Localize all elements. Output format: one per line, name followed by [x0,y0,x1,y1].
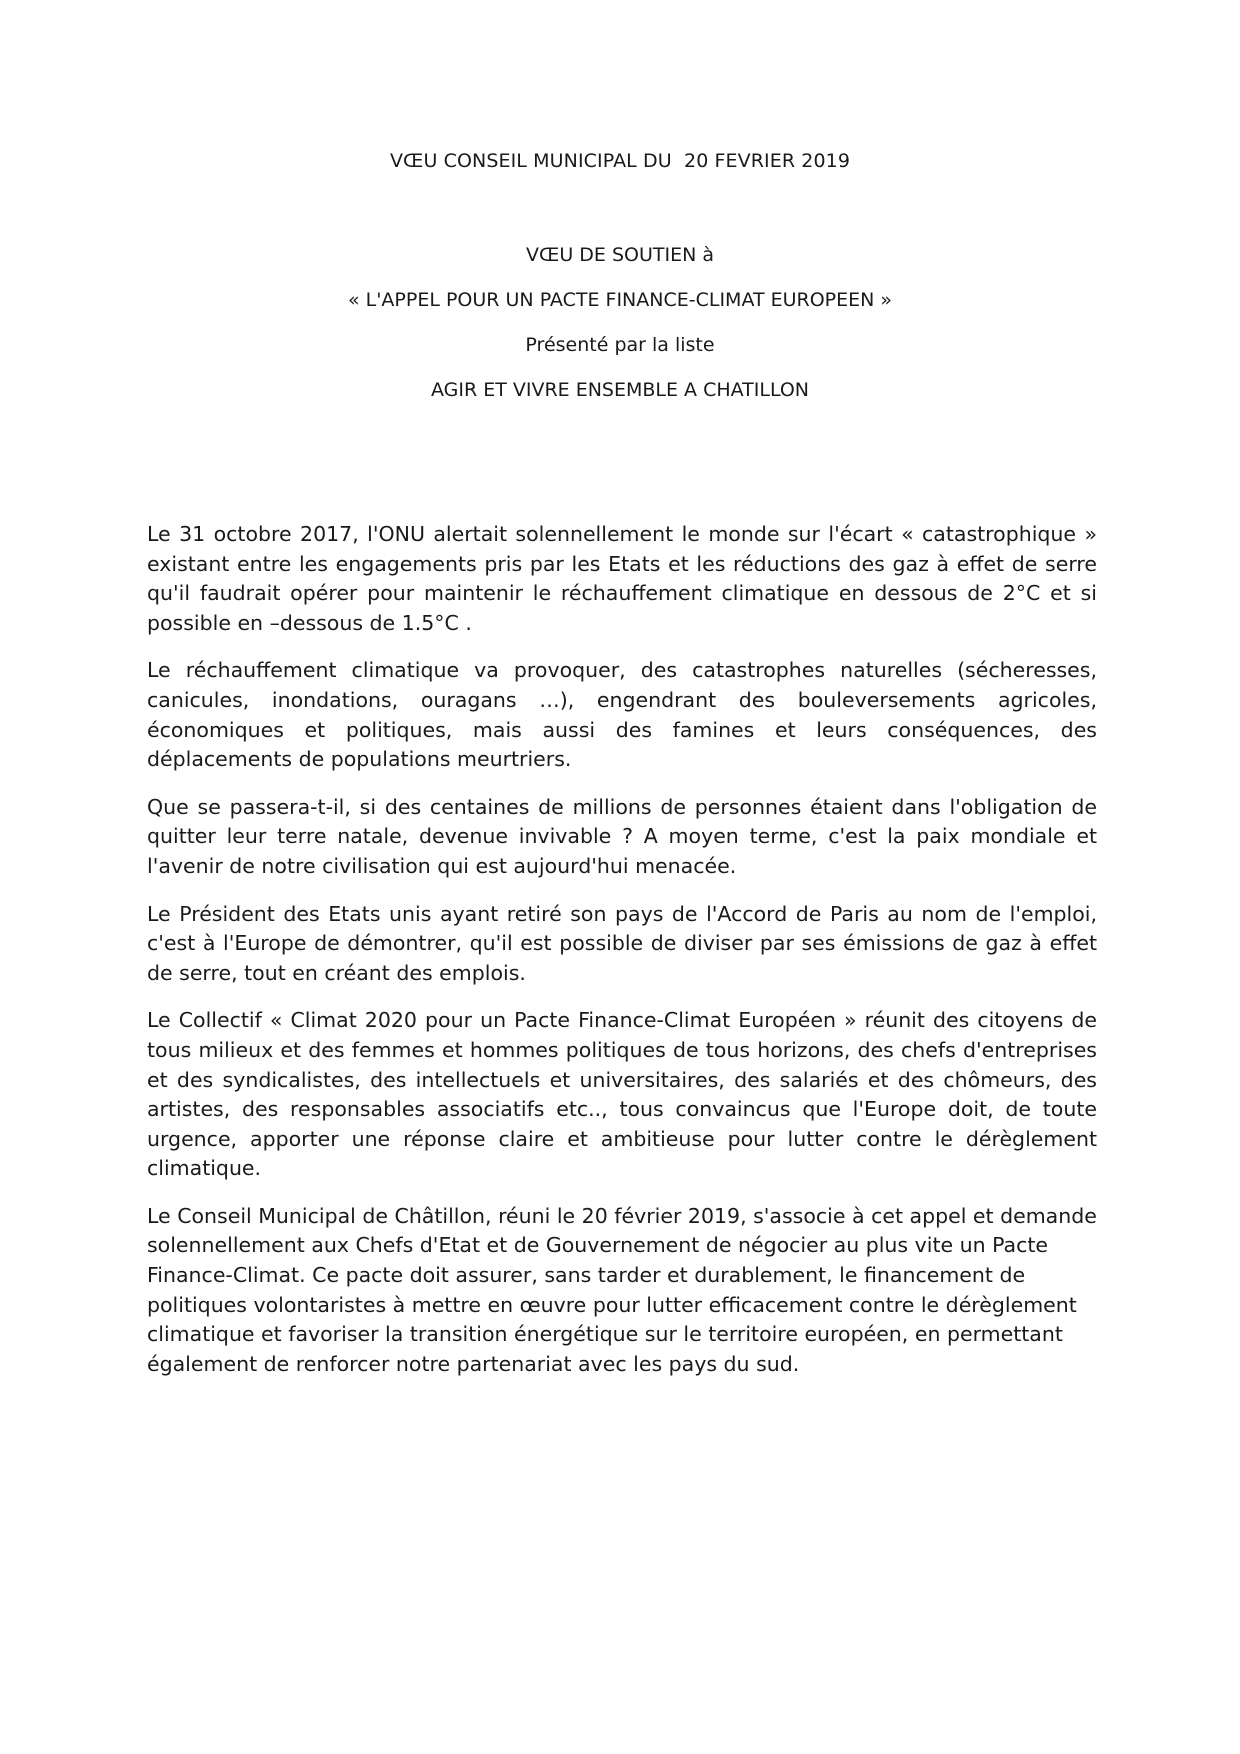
motion-header-line-support: VŒU DE SOUTIEN à [526,244,714,266]
motion-header-line-list-name: AGIR ET VIVRE ENSEMBLE A CHATILLON [430,379,810,401]
paragraph-onu-alert: Le 31 octobre 2017, l'ONU alertait solennellement le monde sur l'écart « catastrophique » existant entre les engagements pris par les Etats et les réductions des gaz à effet de serre qu'il faudrait opérer pour maintenir le réchauffement climatique en dessous de 2°C et si possible en –dessous de 1.5°C . [147,522,1097,635]
paragraph-paris-agreement: Le Président des Etats unis ayant retiré son pays de l'Accord de Paris au nom de l'emploi, c'est à l'Europe de démontrer, qu'il est possible de diviser par ses émissions de gaz à effet de serre, tout en créant des emplois. [147,901,1097,985]
paragraph-council-resolution: Le Conseil Municipal de Châtillon, réuni le 20 février 2019, s'associe à cet appel et demande solennellement aux Chefs d'Etat et de Gouvernement de négocier au plus vite un Pacte Finance-Climat. Ce pacte doit assurer, sans tarder et durablement, le financement de politiques volontaristes à mettre en œuvre pour lutter efficacement contre le dérèglement climatique et favoriser la transition énergétique sur le territoire européen, en permettant également de renforcer notre partenariat avec les pays du sud. [147,1203,1097,1376]
motion-header-line-appeal-title: « L'APPEL POUR UN PACTE FINANCE-CLIMAT EUROPEEN » [347,289,893,311]
document-title: VŒU CONSEIL MUNICIPAL DU 20 FEVRIER 2019 [389,150,851,172]
motion-header [0,243,1240,423]
document-body [147,520,1097,1397]
paragraph-displacement-threat: Que se passera-t-il, si des centaines de millions de personnes étaient dans l'obligation de quitter leur terre natale, devenue invivable ? A moyen terme, c'est la paix mondiale et l'avenir de notre civilisation qui est aujourd'hui menacée. [147,794,1097,878]
paragraph-collective: Le Collectif « Climat 2020 pour un Pacte Finance-Climat Européen » réunit des citoyens de tous milieux et des femmes et hommes politiques de tous horizons, des chefs d'entreprises et des syndicalistes, des intellectuels et universitaires, des salariés et des chômeurs, des artistes, des responsables associatifs etc.., tous convaincus que l'Europe doit, de toute urgence, apporter une réponse claire et ambitieuse pour lutter contre le dérèglement climatique. [147,1008,1097,1181]
paragraph-climate-consequences: Le réchauffement climatique va provoquer, des catastrophes naturelles (sécheresses, canicules, inondations, ouragans …), engendrant des bouleversements agricoles, économiques et politiques, mais aussi des famines et leurs conséquences, des déplacements de populations meurtriers. [147,658,1097,772]
motion-header-line-presented-by: Présenté par la liste [525,334,715,356]
